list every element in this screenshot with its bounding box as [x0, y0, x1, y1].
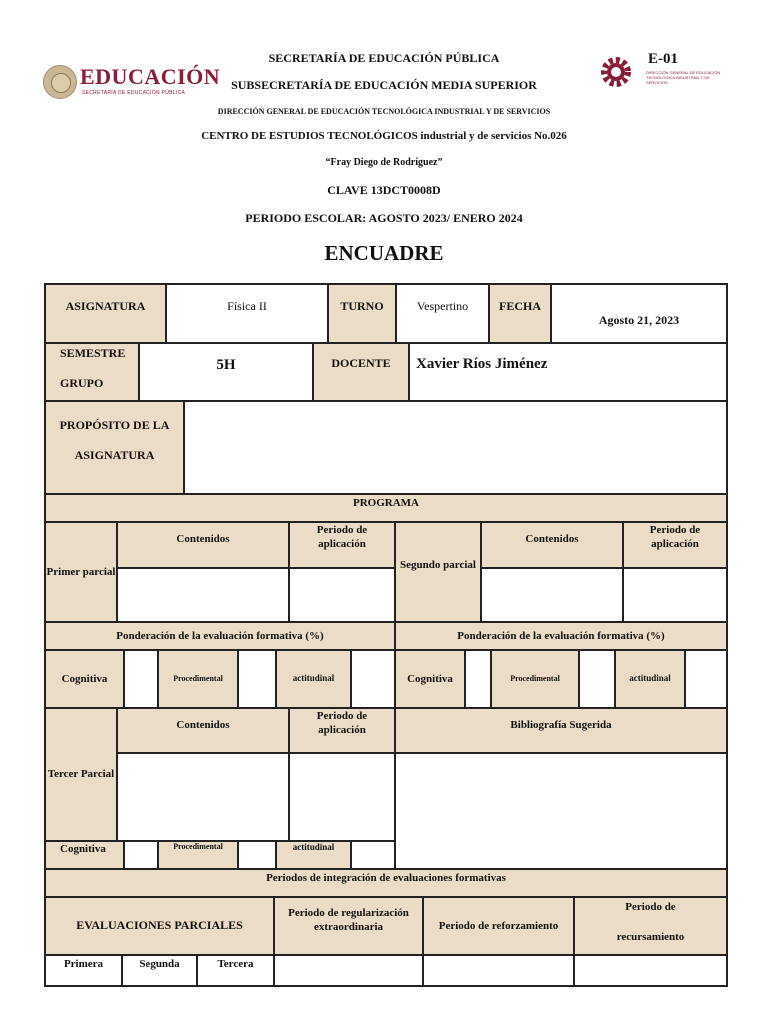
periodo-aplicacion-header-3: Periodo de aplicación [289, 708, 395, 753]
procedimental-field-3[interactable] [238, 841, 276, 869]
grupo-label: GRUPO [60, 376, 104, 391]
periodo-aplicacion-header-2: Periodo de aplicación [623, 522, 727, 568]
periodo-field-2[interactable] [623, 568, 727, 622]
regularizacion-field[interactable] [274, 955, 423, 986]
docente-value: Xavier Ríos Jiménez [409, 343, 727, 401]
contenidos-header-3: Contenidos [117, 708, 289, 753]
ponderacion-header-1: Ponderación de la evaluación formativa (%) [45, 622, 395, 650]
cognitiva-field-3[interactable] [124, 841, 158, 869]
semestre-grupo-label [45, 343, 139, 401]
programa-heading: PROGRAMA [45, 494, 727, 522]
reforzamiento-field[interactable] [423, 955, 574, 986]
tercera-cell: Tercera [197, 955, 274, 986]
proposito-label-line1: PROPÓSITO DE LA [59, 418, 170, 432]
actitudinal-label-2: actitudinal [615, 650, 685, 708]
cognitiva-label-3: Cognitiva [45, 841, 124, 869]
turno-value: Vespertino [396, 284, 489, 343]
reforzamiento-header: Periodo de reforzamiento [423, 897, 574, 955]
segundo-parcial-label: Segundo parcial [395, 522, 481, 622]
contenidos-field-2[interactable] [481, 568, 623, 622]
actitudinal-field-3[interactable] [351, 841, 395, 869]
segunda-cell: Segunda [122, 955, 197, 986]
asignatura-value: Física II [166, 284, 328, 343]
header-line-6: CLAVE 13DCT0008D [327, 183, 441, 197]
primer-parcial-label: Primer parcial [45, 522, 117, 622]
periodos-integracion-heading: Periodos de integración de evaluaciones formativas [45, 869, 727, 897]
procedimental-label-2: Procedimental [491, 650, 579, 708]
fecha-label: FECHA [489, 284, 551, 343]
dgeti-subtitle: DIRECCIÓN GENERAL DE EDUCACIÓN TECNOLÓGICA INDUSTRIAL Y DE SERVICIOS [646, 70, 721, 85]
page-title: ENCUADRE [324, 241, 444, 265]
recursamiento-line2: recursamiento [616, 930, 685, 943]
periodo-aplicacion-header-1: Periodo de aplicación [289, 522, 395, 568]
evaluaciones-parciales-header: EVALUACIONES PARCIALES [45, 897, 274, 955]
asignatura-label: ASIGNATURA [45, 284, 166, 343]
form-code: E-01 [648, 51, 678, 67]
regularizacion-header: Periodo de regularización extraordinaria [274, 897, 423, 955]
header-line-1: SECRETARÍA DE EDUCACIÓN PÚBLICA [268, 51, 500, 65]
periodo-field-1[interactable] [289, 568, 395, 622]
semestre-label: SEMESTRE [60, 346, 126, 360]
header-line-4: CENTRO DE ESTUDIOS TECNOLÓGICOS industrial y de servicios No.026 [201, 130, 567, 142]
cognitiva-field-2[interactable] [465, 650, 491, 708]
primera-cell: Primera [45, 955, 122, 986]
contenidos-field-1[interactable] [117, 568, 289, 622]
recursamiento-header [574, 897, 727, 955]
logo-word: EDUCACIÓN [80, 64, 221, 89]
periodo-field-3[interactable] [289, 753, 395, 841]
contenidos-header-1: Contenidos [117, 522, 289, 568]
cognitiva-field-1[interactable] [124, 650, 158, 708]
header-line-2: SUBSECRETARÍA DE EDUCACIÓN MEDIA SUPERIOR [231, 78, 537, 92]
actitudinal-field-2[interactable] [685, 650, 727, 708]
cognitiva-label-1: Cognitiva [45, 650, 124, 708]
turno-label: TURNO [328, 284, 396, 343]
procedimental-field-2[interactable] [579, 650, 615, 708]
recursamiento-line1: Periodo de [625, 901, 676, 913]
grupo-value: 5H [139, 343, 313, 401]
proposito-label [45, 401, 184, 494]
bibliografia-header: Bibliografía Sugerida [395, 708, 727, 753]
contenidos-header-2: Contenidos [481, 522, 623, 568]
actitudinal-field-1[interactable] [351, 650, 395, 708]
cognitiva-label-2: Cognitiva [395, 650, 465, 708]
contenidos-field-3[interactable] [117, 753, 289, 841]
fecha-value: Agosto 21, 2023 [551, 284, 727, 343]
header-line-3: DIRECCIÓN GENERAL DE EDUCACIÓN TECNOLÓGICA INDUSTRIAL Y DE SERVICIOS [217, 107, 551, 116]
actitudinal-label-1: actitudinal [276, 650, 351, 708]
bibliografia-field[interactable] [395, 753, 727, 869]
proposito-field[interactable] [184, 401, 727, 494]
procedimental-label-3: Procedimental [158, 841, 238, 869]
procedimental-label-1: Procedimental [158, 650, 238, 708]
proposito-label-line2: ASIGNATURA [74, 447, 155, 462]
docente-label: DOCENTE [313, 343, 409, 401]
logo-subtitle: SECRETARÍA DE EDUCACIÓN PÚBLICA [82, 90, 186, 96]
header-line-7: PERIODO ESCOLAR: AGOSTO 2023/ ENERO 2024 [245, 211, 523, 225]
recursamiento-field[interactable] [574, 955, 727, 986]
procedimental-field-1[interactable] [238, 650, 276, 708]
encuadre-form [44, 283, 728, 987]
actitudinal-label-3: actitudinal [276, 841, 351, 869]
ponderacion-header-2: Ponderación de la evaluación formativa (%) [395, 622, 727, 650]
tercer-parcial-label: Tercer Parcial [45, 708, 117, 841]
header-line-5: “Fray Diego de Rodríguez” [325, 157, 443, 168]
